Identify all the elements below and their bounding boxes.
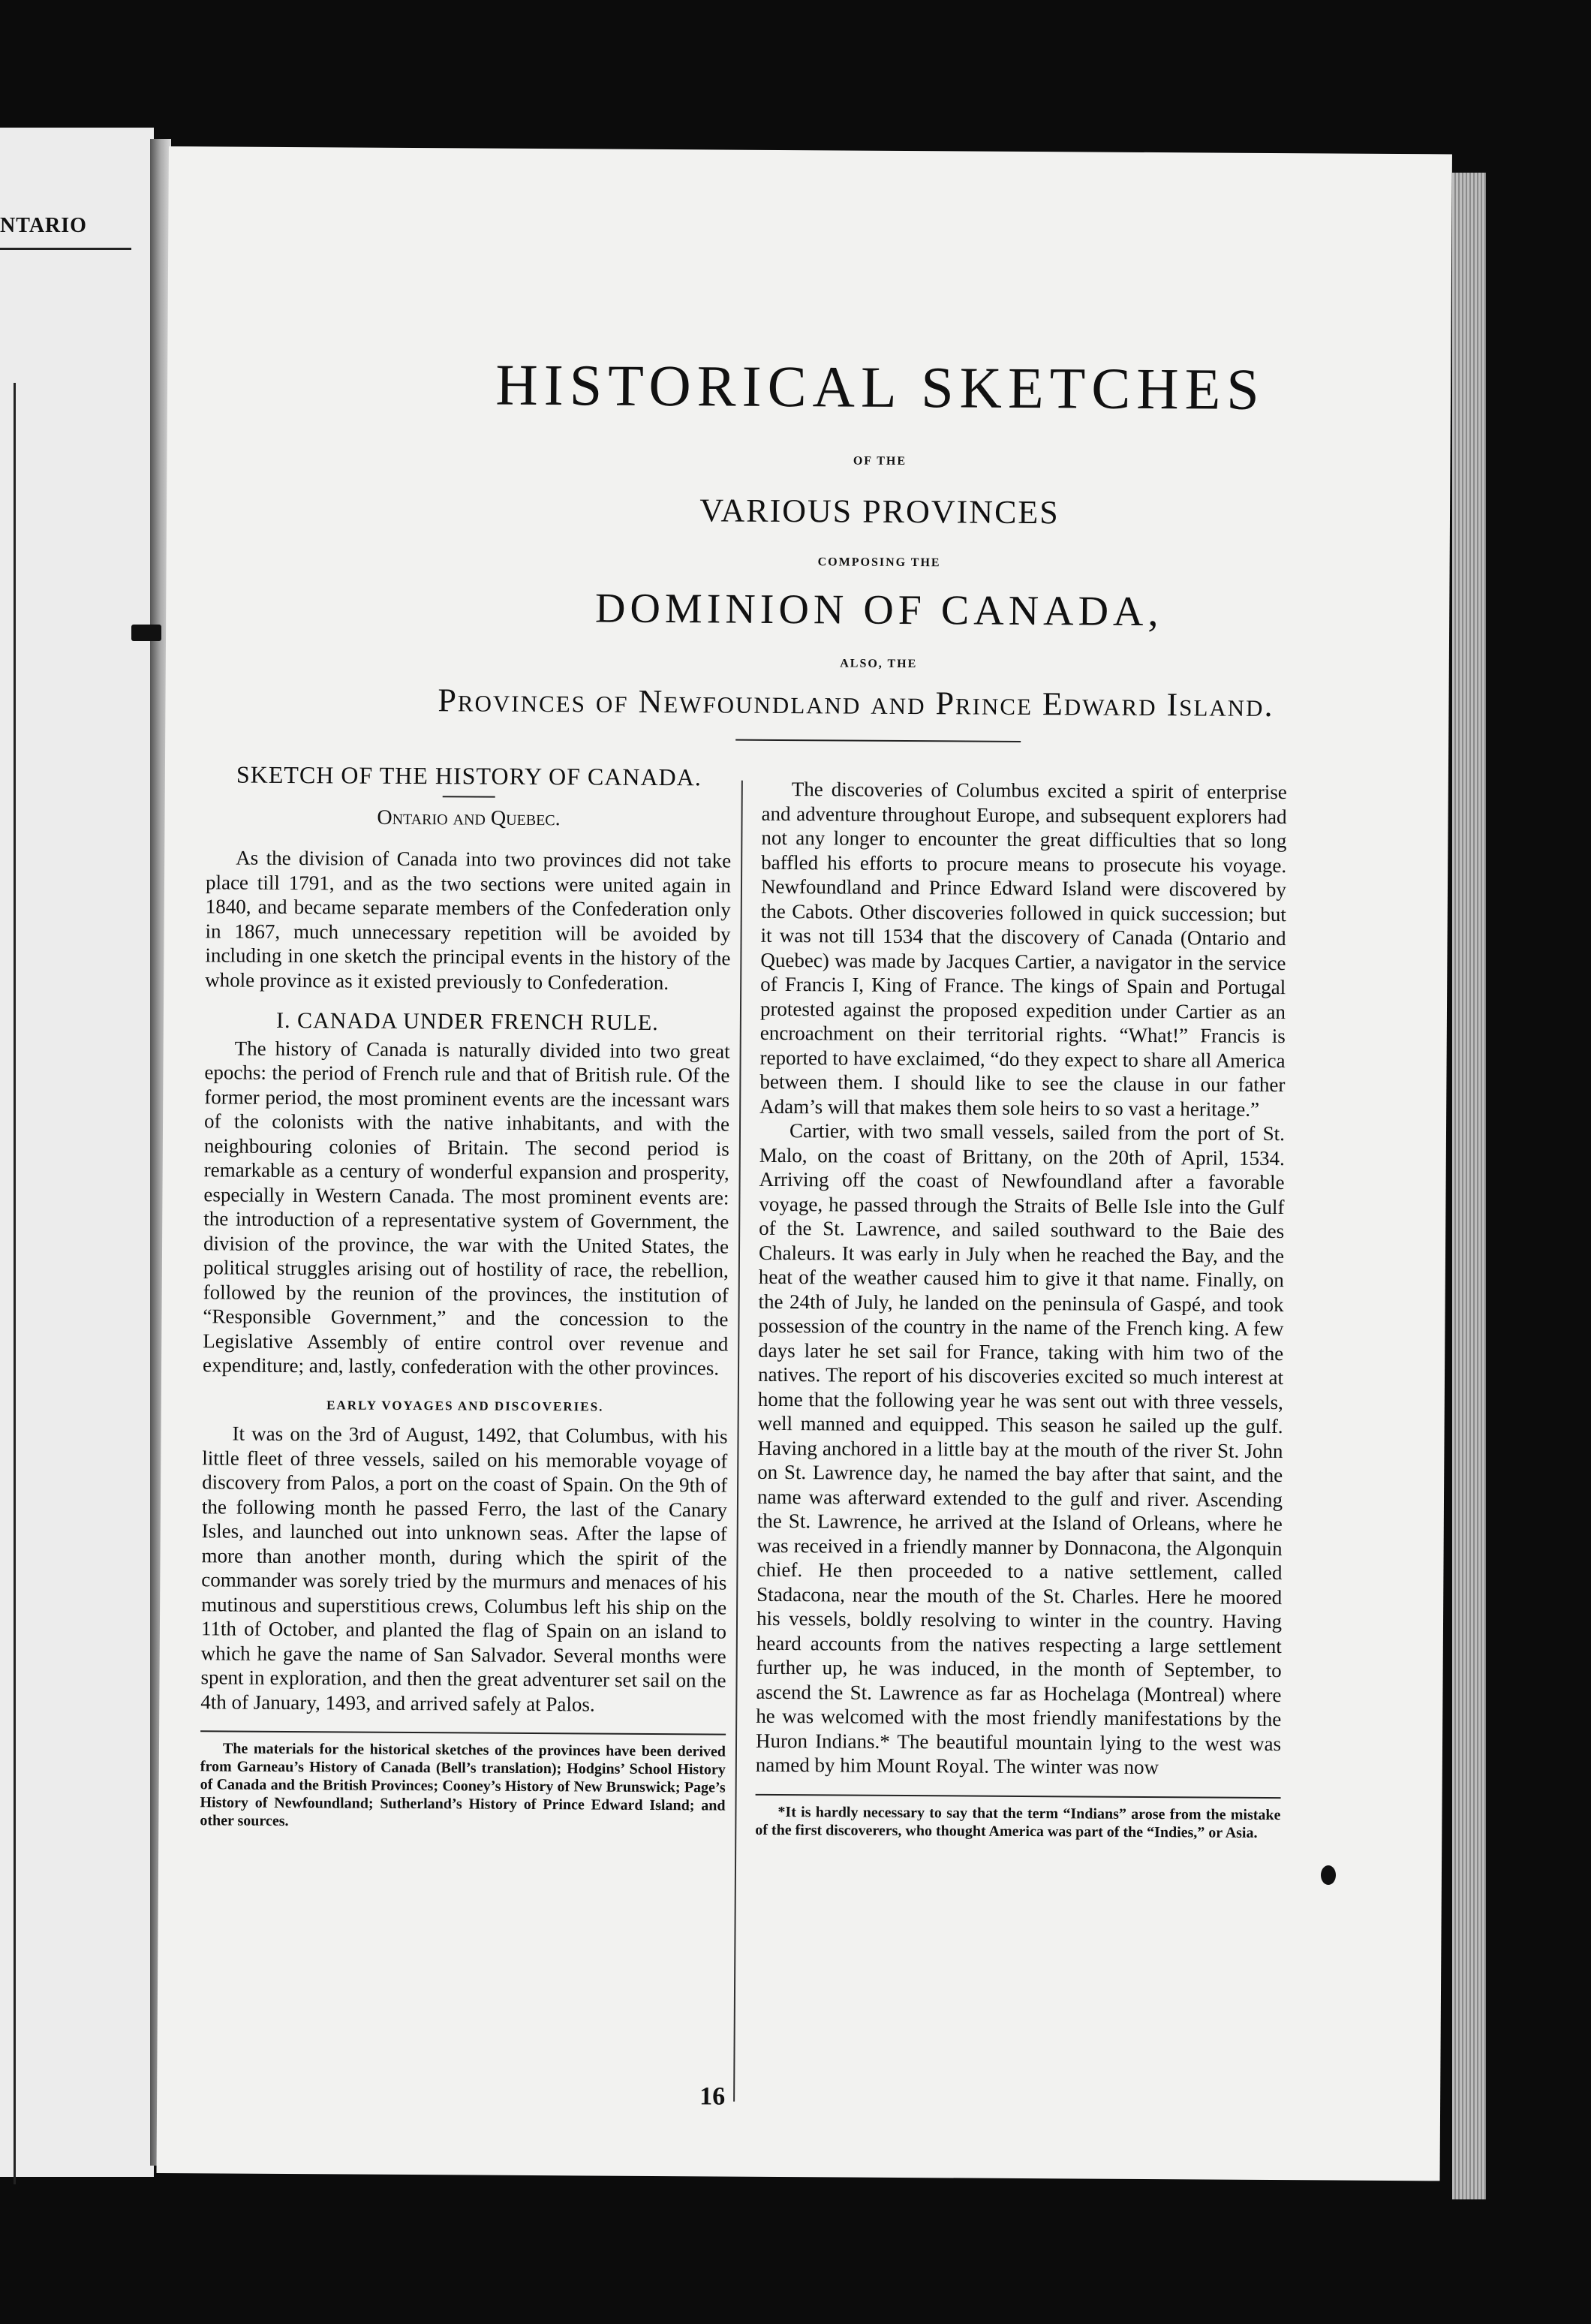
title-of-the: OF THE	[853, 454, 907, 468]
main-title: HISTORICAL SKETCHES	[495, 351, 1265, 422]
page-number: 16	[699, 2082, 726, 2111]
binding-clip	[131, 625, 161, 641]
title-various-provinces: VARIOUS PROVINCES	[699, 492, 1060, 531]
ink-blot	[1321, 1865, 1336, 1885]
footnote-rule	[200, 1730, 726, 1735]
cartier-paragraph: Cartier, with two small vessels, sailed from the port of St. Malo, on the coast of Brittany, on the 20th of April, 1534. Arriving off the coast of Newfoundland after a favorable voyage, he passed through the Straits of Belle Isle into the Gulf of the St. Lawrence, and sailed southward to the Baie des Chaleurs. It was early in July when he reached the Bay, and the heat of the weather caused him to give it that name. Finally, on the 24th of July, he landed on the peninsula of Gaspé, and took possession of the country in the name of the French king. A few days later he set sail for France, taking with him two of the natives. The report of his discoveries excited so much interest at home that the following year he was sent out with three vessels, well manned and equipped. This season he sailed up the gulf. Having anchored in a little bay at the mouth of the river St. John on St. Lawrence day, he named the bay after that saint, and the name was afterward extended to the gulf and river. Ascending the St. Lawrence, he arrived at the Island of Orleans, where he was received in a friendly manner by Donnacona, the Algonquin chief. He then proceeded to a native settlement, called Stadacona, near the mouth of the St. Charles. Here he moored his vessels, boldly resolving to winter in the country. Having heard accounts from the natives respecting a large settlement further up, he was induced, in the month of September, to ascend the St. Lawrence as far as Hochelaga (Montreal) where he was welcomed with the most friendly manifestations by the Huron Indians.* The beautiful mountain lying to the west was named by him Mount Royal. The winter was now	[755, 1119, 1286, 1779]
book-page-edges	[1452, 173, 1486, 2199]
title-rule	[735, 739, 1021, 742]
intro-paragraph: As the division of Canada into two provinces did not take place till 1791, and as the two sections were united again in 1840, and became separate members of the Confederation only in 1867, much unnecessary repetition will be avoided by including in one sketch the principal events in the history of the whole province as it existed previously to Confederation.	[205, 846, 732, 994]
left-page-header: NTARIO	[0, 214, 87, 237]
right-column	[755, 777, 1287, 1842]
title-composing: COMPOSING THE	[817, 555, 941, 570]
sources-footnote	[200, 1739, 726, 1832]
chapter-paragraph: The history of Canada is naturally divided into two great epochs: the period of French rule and that of British rule. Of the former period, the most prominent events are the incessant wars of the colonists with the native inhabitants, and with the neighbouring colonies of Britain. The second period is remarkable as a century of wonderful expansion and prosperity, especially in Western Canada. The most prominent events are: the introduction of a representative system of Government, the division of the province, the war with the United States, the political struggles arising out of hostility of race, the rebellion, followed by the reunion of the provinces, the institution of “Responsible Government,” and the concession to the Legislative Assembly of entire control over revenue and expenditure; and, lastly, confederation with the other provinces.	[202, 1037, 730, 1380]
book-page	[157, 146, 1452, 2181]
left-page-column-rule	[14, 383, 16, 2184]
chapter-title: I. CANADA UNDER FRENCH RULE.	[275, 1007, 659, 1036]
indians-footnote-text: *It is hardly necessary to say that the term “Indians” arose from the mistake of the first discoverers, who thought America was part of the “Indies,” or Asia.	[755, 1803, 1281, 1841]
footnote-rule-right	[756, 1793, 1281, 1798]
left-facing-page	[0, 128, 154, 2177]
sources-footnote-text: The materials for the historical sketches of the provinces have been derived from Garneau’s History of Canada (Bell’s translation); Hodgins’ School History of Canada and the British Provinces; Cooney’s History of New Brunswick; Page’s History of Newfoundland; Sutherland’s History of Prince Edward Island; and other sources.	[200, 1740, 726, 1830]
section-subtitle: Ontario and Quebec.	[377, 805, 561, 830]
early-voyages-heading: EARLY VOYAGES AND DISCOVERIES.	[326, 1397, 604, 1414]
title-provinces: Provinces of Newfoundland and Prince Edward Island.	[438, 682, 1274, 724]
title-dominion: DOMINION OF CANADA,	[594, 585, 1163, 636]
left-column	[200, 762, 732, 1832]
column-divider	[733, 781, 743, 2102]
title-also: ALSO, THE	[840, 657, 918, 671]
left-page-rule	[0, 248, 131, 250]
section-rule	[443, 796, 495, 797]
indians-footnote	[755, 1802, 1280, 1841]
columbus-paragraph: The discoveries of Columbus excited a spirit of enterprise and adventure throughout Europe, and subsequent explorers had not any longer to encounter the great difficulties that so long baffled his efforts to procure means to prosecute his voyage. Newfoundland and Prince Edward Island were discovered by the Cabots. Other discoveries followed in quick succession; but it was not till 1534 that the discovery of Canada (Ontario and Quebec) was made by Jacques Cartier, a navigator in the service of Francis I, King of France. The kings of Spain and Portugal protested against the proposed expedition under Cartier as an encroachment on their territorial rights. “What!” Francis is reported to have exclaimed, “do they expect to share all America between them. I should like to see the clause in our father Adam’s will that makes them sole heirs to so vast a heritage.”	[759, 778, 1287, 1121]
section-title: SKETCH OF THE HISTORY OF CANADA.	[236, 760, 702, 791]
early-voyages-paragraph: It was on the 3rd of August, 1492, that Columbus, with his little fleet of three vessels, sailed on his memorable voyage of discovery from Palos, a port on the coast of Spain. On the 9th of the following month he passed Ferro, the last of the Canary Isles, and launched out into unknown seas. After the lapse of more than another month, during which the spirit of the commander was sorely tried by the murmurs and menaces of his mutinous and superstitious crews, Columbus left his ship on the 11th of October, and planted the flag of Spain on an island to which he gave the name of San Salvador. Several months were spent in exploration, and then the great adventurer set sail on the 4th of January, 1493, and arrived safely at Palos.	[200, 1422, 728, 1716]
